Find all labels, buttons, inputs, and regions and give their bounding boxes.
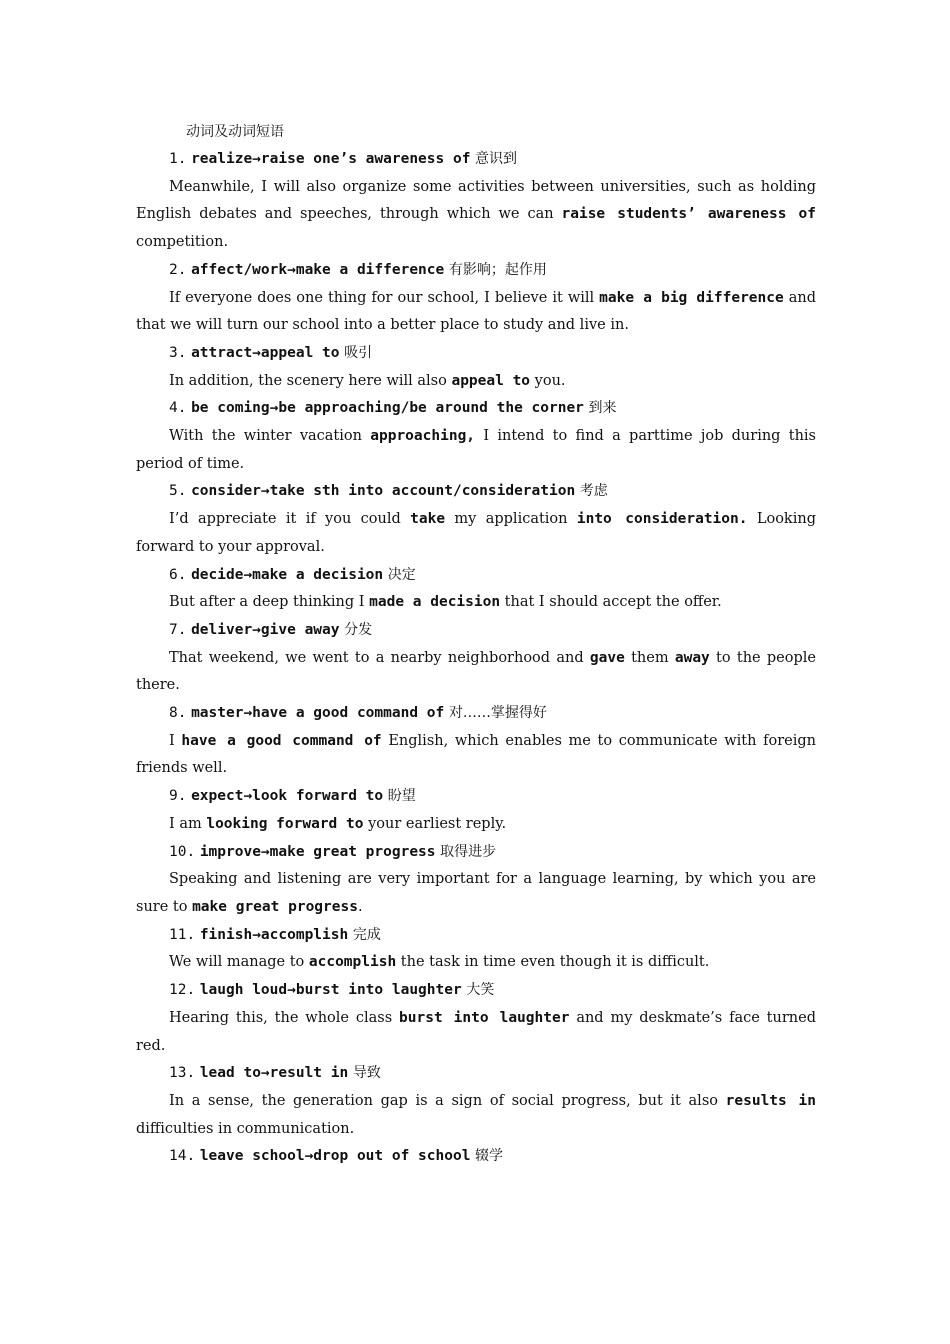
entry-phrase: expect→look forward to <box>191 788 384 805</box>
entry-number: 5. <box>169 483 187 500</box>
example-text: But after a deep thinking I <box>169 594 370 611</box>
example-text: I’d appreciate it if you could <box>169 511 411 528</box>
example-sentence <box>136 285 816 340</box>
highlighted-phrase: take <box>410 511 446 528</box>
highlighted-phrase: approaching, <box>370 428 476 445</box>
entry-number: 2. <box>169 261 187 278</box>
entry-phrase: attract→appeal to <box>191 344 340 361</box>
entry-phrase: laugh loud→burst into laughter <box>199 982 462 999</box>
entry-meaning: 取得进步 <box>440 843 497 860</box>
entry-title <box>136 922 816 950</box>
example-sentence <box>136 645 816 700</box>
entry-number: 3. <box>169 344 187 361</box>
entry-phrase: be coming→be approaching/be around the corner <box>191 400 584 417</box>
entry-phrase: finish→accomplish <box>199 926 349 943</box>
example-sentence <box>136 728 816 783</box>
entry-title <box>136 617 816 645</box>
entry-phrase: deliver→give away <box>191 621 340 638</box>
highlighted-phrase: make a big difference <box>599 289 784 306</box>
entry-title <box>136 146 816 174</box>
entry-number: 7. <box>169 621 187 638</box>
entry-meaning: 吸引 <box>344 344 373 361</box>
entry-title <box>136 478 816 506</box>
entry-meaning: 完成 <box>352 926 381 943</box>
entry-meaning: 分发 <box>344 621 373 638</box>
entry-meaning: 大笑 <box>466 982 495 999</box>
example-text: I <box>169 732 182 749</box>
example-text: We will manage to <box>169 954 309 971</box>
example-text: Hearing this, the whole class <box>169 1009 400 1026</box>
entry-title <box>136 977 816 1005</box>
example-text: Meanwhile, I will also organize some activities between universities, such as holding English debates and speeches, through which we can <box>136 178 816 223</box>
highlighted-phrase: appeal to <box>451 372 531 389</box>
highlighted-phrase: results in <box>725 1092 816 1109</box>
example-text: If everyone does one thing for our school, I believe it will <box>169 289 600 306</box>
example-text: you. <box>530 372 566 389</box>
example-text: That weekend, we went to a nearby neighborhood and <box>169 649 590 666</box>
example-sentence <box>136 949 816 977</box>
example-text: With the winter vacation <box>169 428 371 445</box>
entry-phrase: realize→raise one’s awareness of <box>191 151 471 167</box>
entry-meaning: 有影响；起作用 <box>448 261 547 278</box>
example-text: that I should accept the offer. <box>500 594 722 611</box>
entry-title <box>136 562 816 590</box>
example-sentence <box>136 368 816 396</box>
highlighted-phrase: into consideration. <box>576 511 748 528</box>
example-text: your earliest reply. <box>363 815 507 832</box>
example-sentence <box>136 866 816 921</box>
example-text: I am <box>169 815 207 832</box>
entry-meaning: 盼望 <box>387 788 416 805</box>
example-sentence <box>136 1088 816 1143</box>
entry-title <box>136 1060 816 1088</box>
example-sentence <box>136 506 816 561</box>
example-sentence <box>136 423 816 478</box>
entry-title <box>136 395 816 423</box>
entry-phrase: leave school→drop out of school <box>199 1148 471 1165</box>
entry-meaning: 对……掌握得好 <box>448 705 547 722</box>
section-heading: 动词及动词短语 <box>186 124 284 140</box>
entry-phrase: decide→make a decision <box>191 566 384 583</box>
entry-phrase: consider→take sth into account/consideration <box>191 483 576 500</box>
example-text: . <box>357 898 363 915</box>
entry-meaning: 决定 <box>387 566 416 583</box>
entry-title <box>136 839 816 867</box>
entry-number: 8. <box>169 705 187 722</box>
phrase-list <box>136 146 816 1171</box>
example-text: difficulties in communication. <box>136 1120 355 1137</box>
example-text: and that we will turn our school into a better place to study and live in. <box>136 289 817 334</box>
entry-number: 11. <box>169 926 196 943</box>
highlighted-phrase: looking forward to <box>206 815 364 832</box>
example-text: my application <box>445 511 577 528</box>
entry-title <box>136 783 816 811</box>
entry-title <box>136 1143 816 1171</box>
entry-meaning: 导致 <box>352 1065 381 1082</box>
entry-meaning: 考虑 <box>579 483 608 500</box>
highlighted-phrase: burst into laughter <box>399 1009 570 1026</box>
example-text: to the people there. <box>136 649 816 694</box>
entry-meaning: 辍学 <box>475 1148 504 1165</box>
entry-number: 9. <box>169 788 187 805</box>
example-text: competition. <box>136 234 229 251</box>
highlighted-phrase: away <box>674 649 710 666</box>
highlighted-phrase: gave <box>589 649 625 666</box>
entry-number: 12. <box>169 982 196 999</box>
example-text: them <box>624 649 675 666</box>
entry-phrase: affect/work→make a difference <box>191 261 445 278</box>
entry-number: 10. <box>169 843 196 860</box>
example-text: the task in time even though it is difficult. <box>396 954 710 971</box>
example-text: Speaking and listening are very important for a language learning, by which you are sure to <box>136 871 816 915</box>
highlighted-phrase: accomplish <box>308 954 397 971</box>
example-sentence <box>136 174 816 257</box>
entry-meaning: 意识到 <box>475 151 518 167</box>
example-text: Looking forward to your approval. <box>136 511 816 555</box>
example-text: In a sense, the generation gap is a sign of social progress, but it also <box>169 1092 726 1109</box>
entry-number: 14. <box>169 1148 196 1165</box>
entry-number: 1. <box>169 151 187 167</box>
example-text: In addition, the scenery here will also <box>169 372 452 389</box>
example-text: English, which enables me to communicate with foreign friends well. <box>136 732 816 777</box>
highlighted-phrase: have a good command of <box>181 732 382 749</box>
entry-phrase: improve→make great progress <box>199 843 436 860</box>
example-text: and my deskmate’s face turned red. <box>136 1009 816 1054</box>
example-sentence <box>136 589 816 617</box>
entry-title <box>136 257 816 285</box>
entry-number: 4. <box>169 400 187 417</box>
document-page <box>136 118 816 1171</box>
entry-meaning: 到来 <box>588 400 617 417</box>
entry-number: 6. <box>169 566 187 583</box>
entry-title <box>136 700 816 728</box>
entry-title <box>136 340 816 368</box>
entry-number: 13. <box>169 1065 196 1082</box>
highlighted-phrase: raise students’ awareness of <box>561 206 816 223</box>
example-sentence <box>136 811 816 839</box>
highlighted-phrase: made a decision <box>369 594 501 611</box>
example-text: I intend to find a parttime job during this period of time. <box>136 428 817 472</box>
highlighted-phrase: make great progress <box>192 898 358 915</box>
example-sentence <box>136 1005 816 1060</box>
entry-phrase: master→have a good command of <box>191 705 445 722</box>
entry-phrase: lead to→result in <box>199 1065 349 1082</box>
